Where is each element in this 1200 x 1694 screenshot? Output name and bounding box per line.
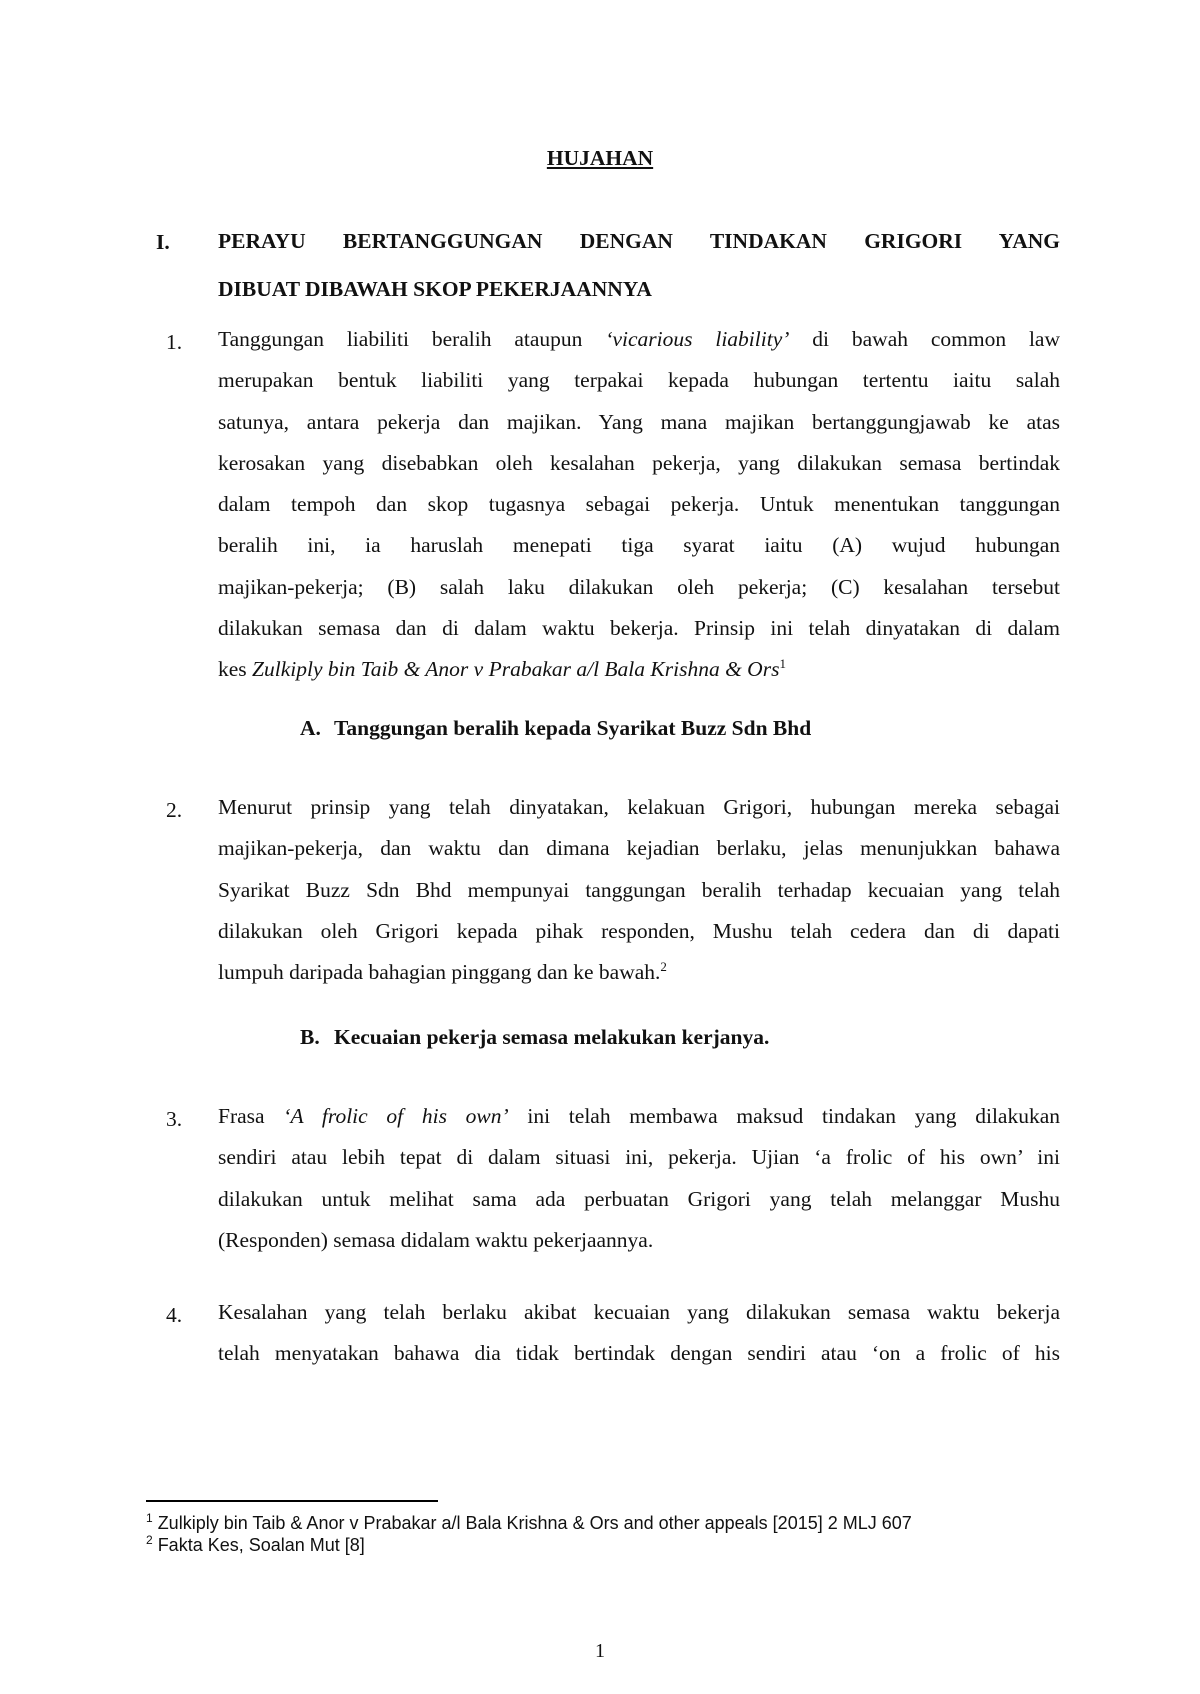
italic-term: ‘A frolic of his own’ [283, 1104, 509, 1128]
paragraph-line: merupakan bentuk liabiliti yang terpakai kepada hubungan tertentu iaitu salah [218, 368, 1060, 393]
paragraph-line [218, 1096, 1060, 1137]
footnote-2 [146, 1534, 912, 1556]
section-number: I. [156, 230, 170, 254]
subheading-text: Kecuaian pekerja semasa melakukan kerjanya. [334, 1025, 770, 1049]
paragraph-line: sendiri atau lebih tepat di dalam situasi ini, pekerja. Ujian ‘a frolic of his own’ ini [218, 1145, 1060, 1170]
paragraph-number: 3. [166, 1107, 183, 1131]
text-run: kes [218, 657, 253, 682]
section-heading-line: PERAYU BERTANGGUNGAN DENGAN TINDAKAN GRIGORI YANG [218, 229, 1060, 253]
paragraph-line: Syarikat Buzz Sdn Bhd mempunyai tanggungan beralih terhadap kecuaian yang telah [218, 877, 1060, 902]
paragraph-line: dilakukan untuk melihat sama ada perbuatan Grigori yang telah melanggar Mushu [218, 1186, 1060, 1211]
subheading-b [300, 1025, 769, 1050]
footnote-ref[interactable]: 1 [779, 656, 786, 672]
paragraph-line: beralih ini, ia haruslah menepati tiga syarat iaitu (A) wujud hubungan [218, 533, 1060, 558]
footnote-mark: 2 [146, 1533, 153, 1547]
paragraph-body [218, 1292, 1060, 1375]
text-run: Tanggungan liabiliti beralih ataupun [218, 327, 606, 351]
text-run: ini telah membawa maksud tindakan yang dilakukan [508, 1104, 1061, 1128]
section-heading [218, 217, 1060, 313]
page-number: 1 [595, 1640, 605, 1662]
footnotes [146, 1512, 912, 1556]
subheading-letter: B. [300, 1025, 320, 1049]
paragraph-line: dilakukan semasa dan di dalam waktu bekerja. Prinsip ini telah dinyatakan di dalam [218, 616, 1060, 641]
paragraph-number: 2. [166, 798, 183, 822]
paragraph-line: Menurut prinsip yang telah dinyatakan, kelakuan Grigori, hubungan mereka sebagai [218, 795, 1060, 819]
footnote-ref[interactable]: 2 [660, 959, 667, 975]
footnote-text: Fakta Kes, Soalan Mut [8] [152, 1535, 365, 1555]
subheading-letter: A. [300, 716, 321, 740]
paragraph-number: 1. [166, 330, 183, 354]
footnote-text: Zulkiply bin Taib & Anor v Prabakar a/l Bala Krishna & Ors and other appeals [2015] 2 MLJ 607 [152, 1513, 912, 1533]
paragraph-line: majikan-pekerja; (B) salah laku dilakukan oleh pekerja; (C) kesalahan tersebut [218, 574, 1060, 599]
paragraph-body [218, 787, 1060, 993]
subheading-a [300, 716, 811, 741]
footnote-1 [146, 1512, 912, 1534]
text-run: di bawah common law [789, 327, 1061, 351]
paragraph-line: satunya, antara pekerja dan majikan. Yang mana majikan bertanggungjawab ke atas [218, 409, 1060, 434]
paragraph-line: (Responden) semasa didalam waktu pekerjaannya. [218, 1227, 654, 1252]
paragraph-line [218, 649, 1060, 690]
document-title: HUJAHAN [546, 146, 654, 170]
paragraph-body [218, 1096, 1060, 1261]
paragraph-line: kerosakan yang disebabkan oleh kesalahan pekerja, yang dilakukan semasa bertindak [218, 450, 1060, 475]
subheading-text: Tanggungan beralih kepada Syarikat Buzz Sdn Bhd [334, 716, 812, 740]
paragraph-line [218, 319, 1060, 360]
paragraph-line: telah menyatakan bahawa dia tidak bertindak dengan sendiri atau ‘on a frolic of his [218, 1341, 1060, 1366]
paragraph-line: dilakukan oleh Grigori kepada pihak responden, Mushu telah cedera dan di dapati [218, 918, 1060, 943]
text-run: Frasa [218, 1104, 284, 1128]
case-citation: Zulkiply bin Taib & Anor v Prabakar a/l Bala Krishna & Ors [252, 657, 780, 682]
paragraph-body [218, 319, 1060, 691]
paragraph-number: 4. [166, 1303, 183, 1327]
paragraph-line: majikan-pekerja, dan waktu dan dimana kejadian berlaku, jelas menunjukkan bahawa [218, 836, 1060, 861]
text-run: lumpuh daripada bahagian pinggang dan ke bawah. [218, 960, 661, 985]
italic-term: ‘vicarious liability’ [605, 327, 790, 351]
paragraph-line [218, 952, 1060, 993]
section-heading-line: DIBUAT DIBAWAH SKOP PEKERJAANNYA [218, 277, 652, 301]
paragraph-line: dalam tempoh dan skop tugasnya sebagai pekerja. Untuk menentukan tanggungan [218, 492, 1060, 517]
footnote-mark: 1 [146, 1511, 153, 1525]
footnote-separator [146, 1500, 438, 1502]
paragraph-line: Kesalahan yang telah berlaku akibat kecuaian yang dilakukan semasa waktu bekerja [218, 1300, 1060, 1324]
